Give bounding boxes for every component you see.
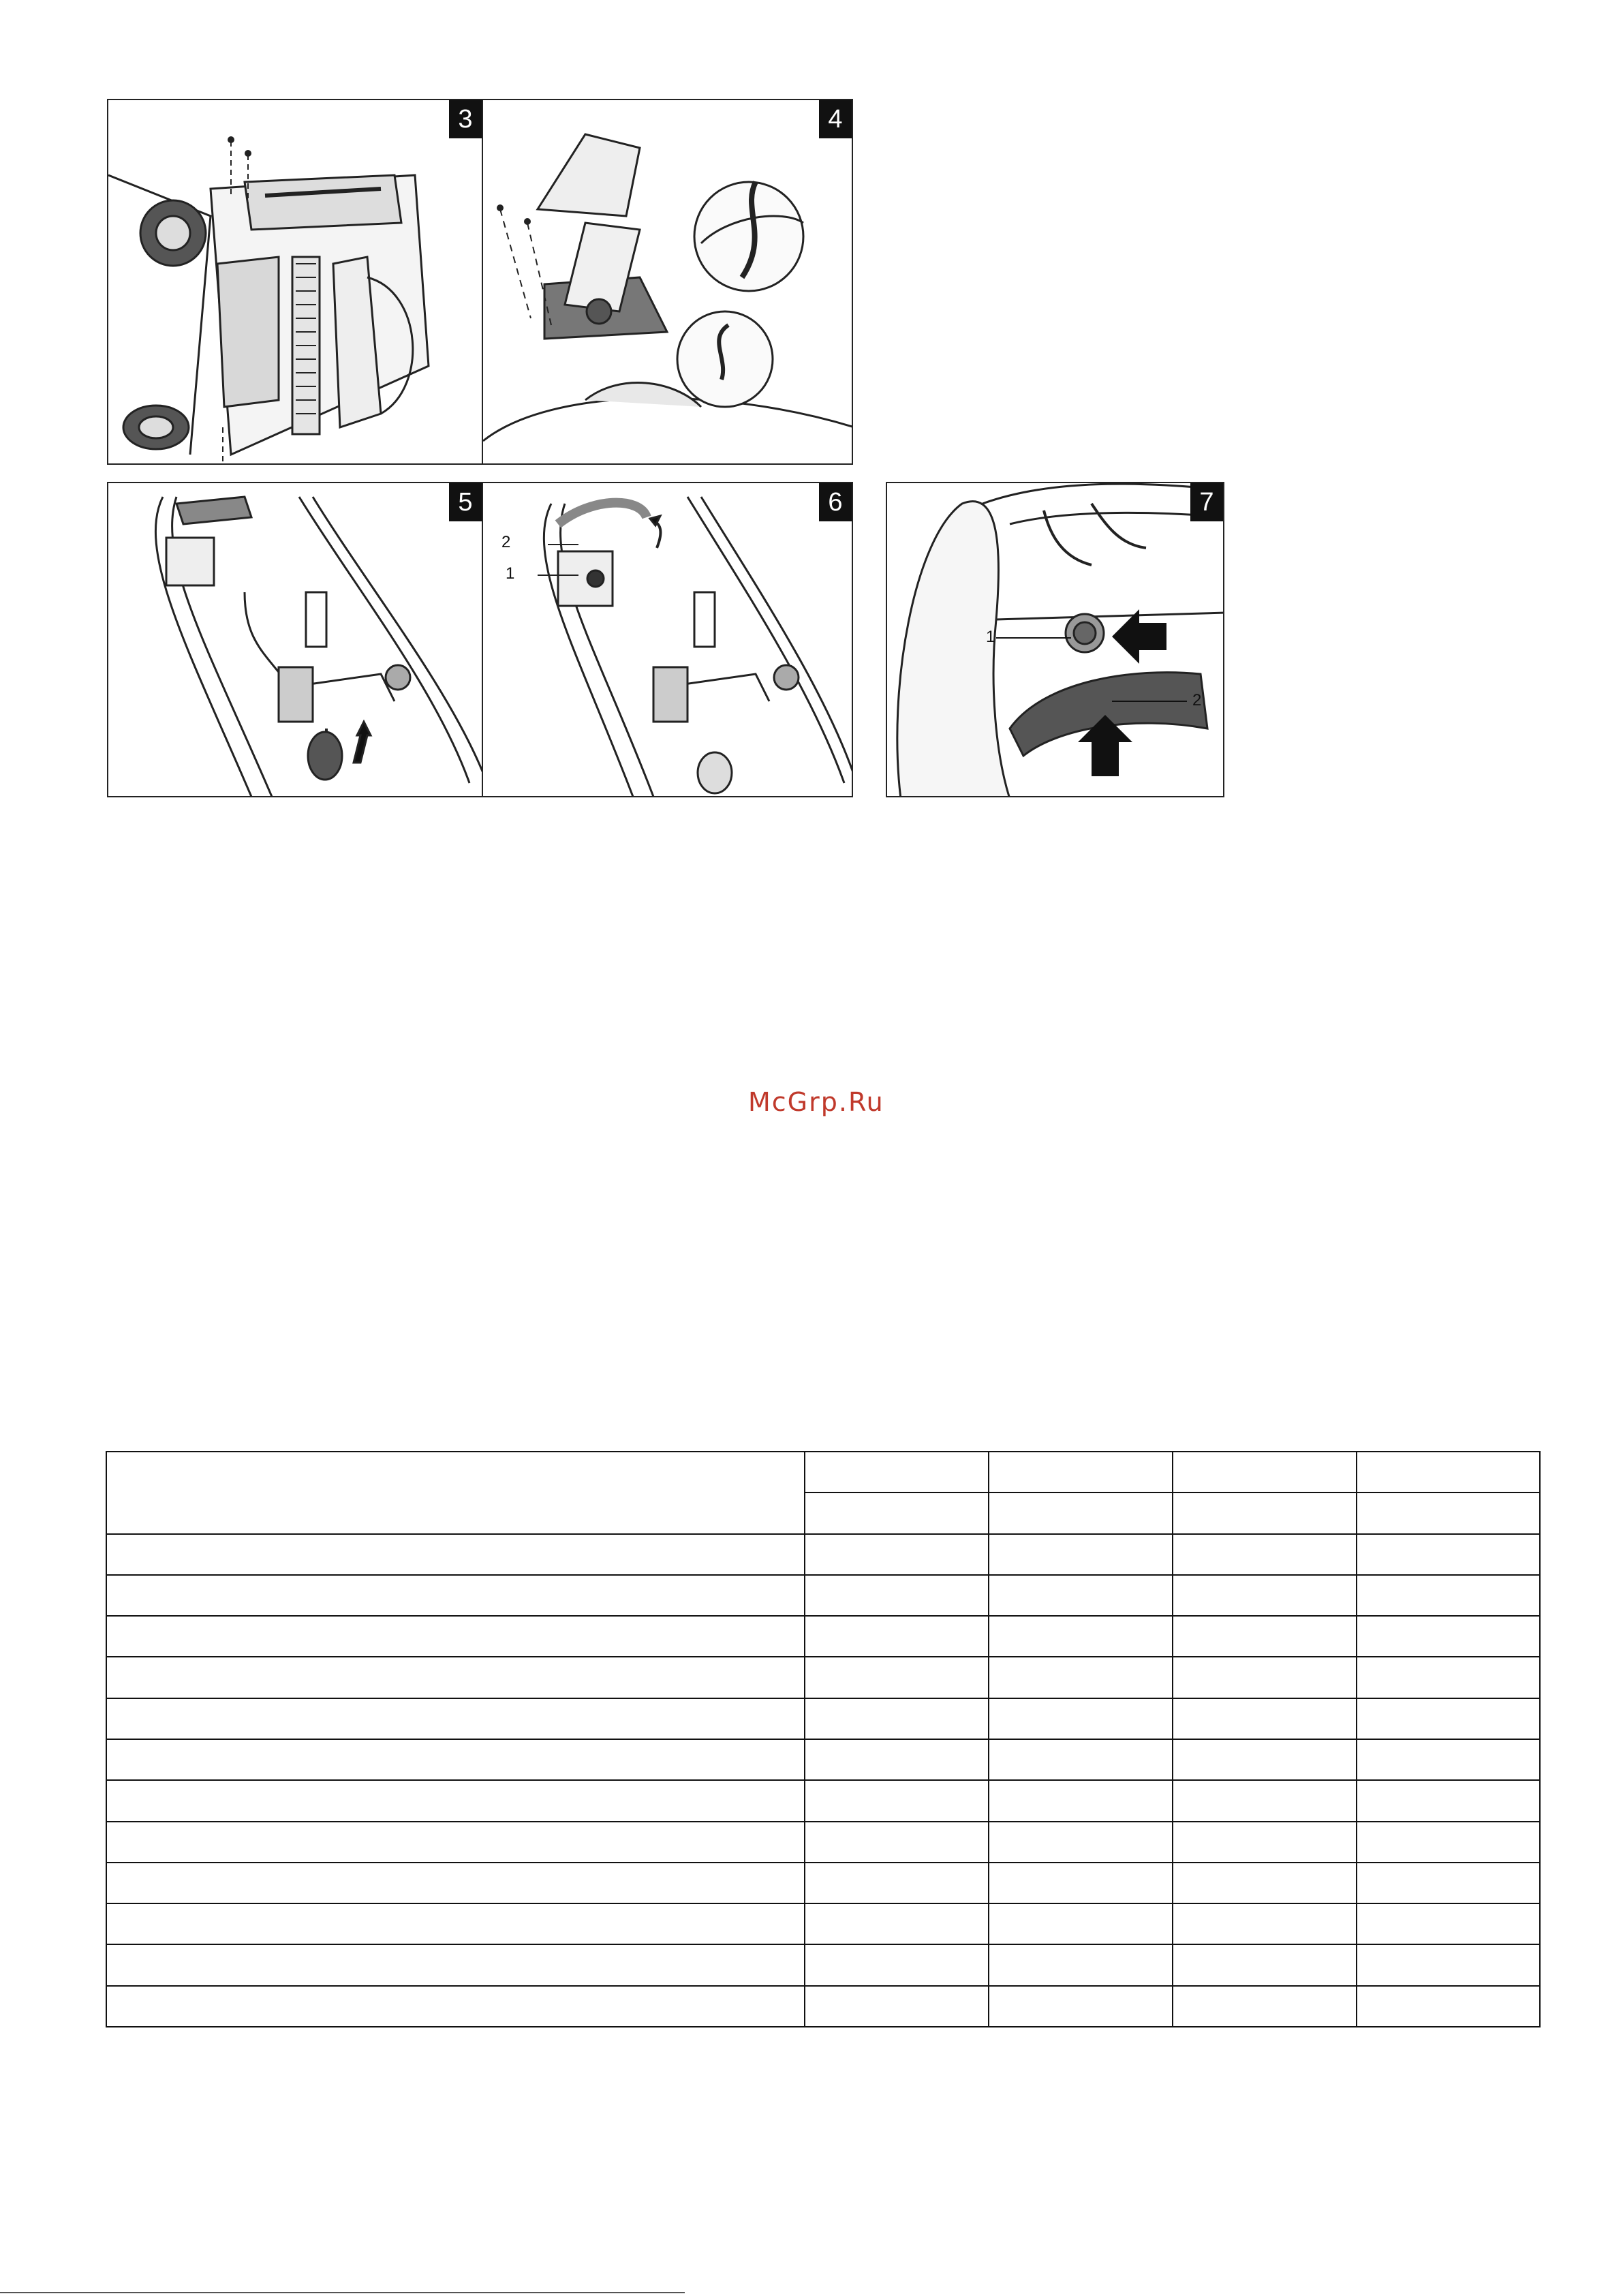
figure-4-illustration xyxy=(483,100,853,465)
table-cell xyxy=(1173,1780,1357,1821)
table-cell xyxy=(805,1739,989,1780)
callout-2: 2 xyxy=(1192,691,1202,709)
table-cell xyxy=(1357,1780,1540,1821)
table-cell xyxy=(106,1944,805,1985)
figure-number: 7 xyxy=(1190,483,1223,521)
table-cell xyxy=(989,1986,1173,2027)
figure-number: 3 xyxy=(449,100,482,138)
table-cell xyxy=(989,1534,1173,1575)
table-cell xyxy=(106,1452,805,1534)
table-cell xyxy=(989,1575,1173,1616)
table-cell xyxy=(989,1822,1173,1863)
table-row xyxy=(106,1986,1540,2027)
figure-number: 4 xyxy=(819,100,852,138)
table-row xyxy=(106,1534,1540,1575)
table-cell xyxy=(805,1657,989,1698)
table-row xyxy=(106,1575,1540,1616)
table-cell xyxy=(106,1780,805,1821)
table-cell xyxy=(1357,1822,1540,1863)
table-cell xyxy=(805,1698,989,1739)
table-cell xyxy=(106,1863,805,1903)
figure-5 xyxy=(107,482,483,797)
table-cell xyxy=(1357,1698,1540,1739)
table-cell xyxy=(1173,1534,1357,1575)
table-cell xyxy=(1357,1534,1540,1575)
figure-3-illustration xyxy=(108,100,483,465)
table-cell xyxy=(1173,1822,1357,1863)
table-cell xyxy=(1357,1863,1540,1903)
table-cell xyxy=(106,1698,805,1739)
spec-table-body xyxy=(106,1452,1540,2027)
table-cell xyxy=(805,1780,989,1821)
table-row xyxy=(106,1739,1540,1780)
figure-number: 5 xyxy=(449,483,482,521)
table-cell xyxy=(1173,1986,1357,2027)
table-cell xyxy=(805,1944,989,1985)
figure-3 xyxy=(107,99,483,465)
table-cell xyxy=(1173,1739,1357,1780)
table-row xyxy=(106,1944,1540,1985)
table-cell xyxy=(805,1903,989,1944)
table-cell xyxy=(106,1657,805,1698)
table-cell xyxy=(1173,1903,1357,1944)
figure-7-illustration xyxy=(887,483,1224,797)
table-cell xyxy=(106,1534,805,1575)
table-cell xyxy=(989,1903,1173,1944)
callout-1: 1 xyxy=(986,628,995,646)
table-cell xyxy=(989,1452,1173,1493)
table-row xyxy=(106,1863,1540,1903)
figure-4 xyxy=(482,99,853,465)
table-row xyxy=(106,1822,1540,1863)
table-row xyxy=(106,1780,1540,1821)
figure-6 xyxy=(482,482,853,797)
table-cell xyxy=(106,1986,805,2027)
table-row xyxy=(106,1698,1540,1739)
table-cell xyxy=(989,1739,1173,1780)
table-cell xyxy=(1357,1493,1540,1533)
table-cell xyxy=(1173,1493,1357,1533)
table-cell xyxy=(805,1534,989,1575)
table-cell xyxy=(989,1780,1173,1821)
figure-number: 6 xyxy=(819,483,852,521)
table-cell xyxy=(989,1493,1173,1533)
table-cell xyxy=(106,1739,805,1780)
table-cell xyxy=(1173,1616,1357,1657)
table-cell xyxy=(1357,1616,1540,1657)
table-cell xyxy=(106,1903,805,1944)
table-cell xyxy=(106,1822,805,1863)
table-cell xyxy=(805,1863,989,1903)
table-cell xyxy=(989,1657,1173,1698)
figure-7 xyxy=(886,482,1224,797)
table-row xyxy=(106,1903,1540,1944)
table-cell xyxy=(989,1863,1173,1903)
table-row xyxy=(106,1657,1540,1698)
table-cell xyxy=(1357,1657,1540,1698)
table-header-row xyxy=(106,1452,1540,1493)
table-cell xyxy=(805,1986,989,2027)
table-cell xyxy=(106,1575,805,1616)
table-cell xyxy=(1173,1452,1357,1493)
table-cell xyxy=(805,1822,989,1863)
figure-6-illustration xyxy=(483,483,853,797)
table-cell xyxy=(805,1452,989,1493)
table-cell xyxy=(989,1698,1173,1739)
table-cell xyxy=(805,1493,989,1533)
table-cell xyxy=(1173,1657,1357,1698)
table-cell xyxy=(1357,1986,1540,2027)
table-cell xyxy=(989,1616,1173,1657)
callout-2: 2 xyxy=(501,533,511,551)
figure-5-illustration xyxy=(108,483,483,797)
table-cell xyxy=(805,1616,989,1657)
table-cell xyxy=(1357,1739,1540,1780)
table-row xyxy=(106,1616,1540,1657)
table-cell xyxy=(989,1944,1173,1985)
table-cell xyxy=(1357,1903,1540,1944)
table-cell xyxy=(106,1616,805,1657)
table-cell xyxy=(805,1575,989,1616)
table-cell xyxy=(1357,1944,1540,1985)
table-cell xyxy=(1173,1863,1357,1903)
footer-rule xyxy=(0,2292,685,2293)
table-cell xyxy=(1173,1575,1357,1616)
table-cell xyxy=(1357,1575,1540,1616)
table-cell xyxy=(1173,1698,1357,1739)
spec-table xyxy=(106,1451,1541,2027)
watermark-text: McGrp.Ru xyxy=(748,1087,884,1117)
table-cell xyxy=(1357,1452,1540,1493)
callout-1: 1 xyxy=(506,564,515,583)
table-cell xyxy=(1173,1944,1357,1985)
